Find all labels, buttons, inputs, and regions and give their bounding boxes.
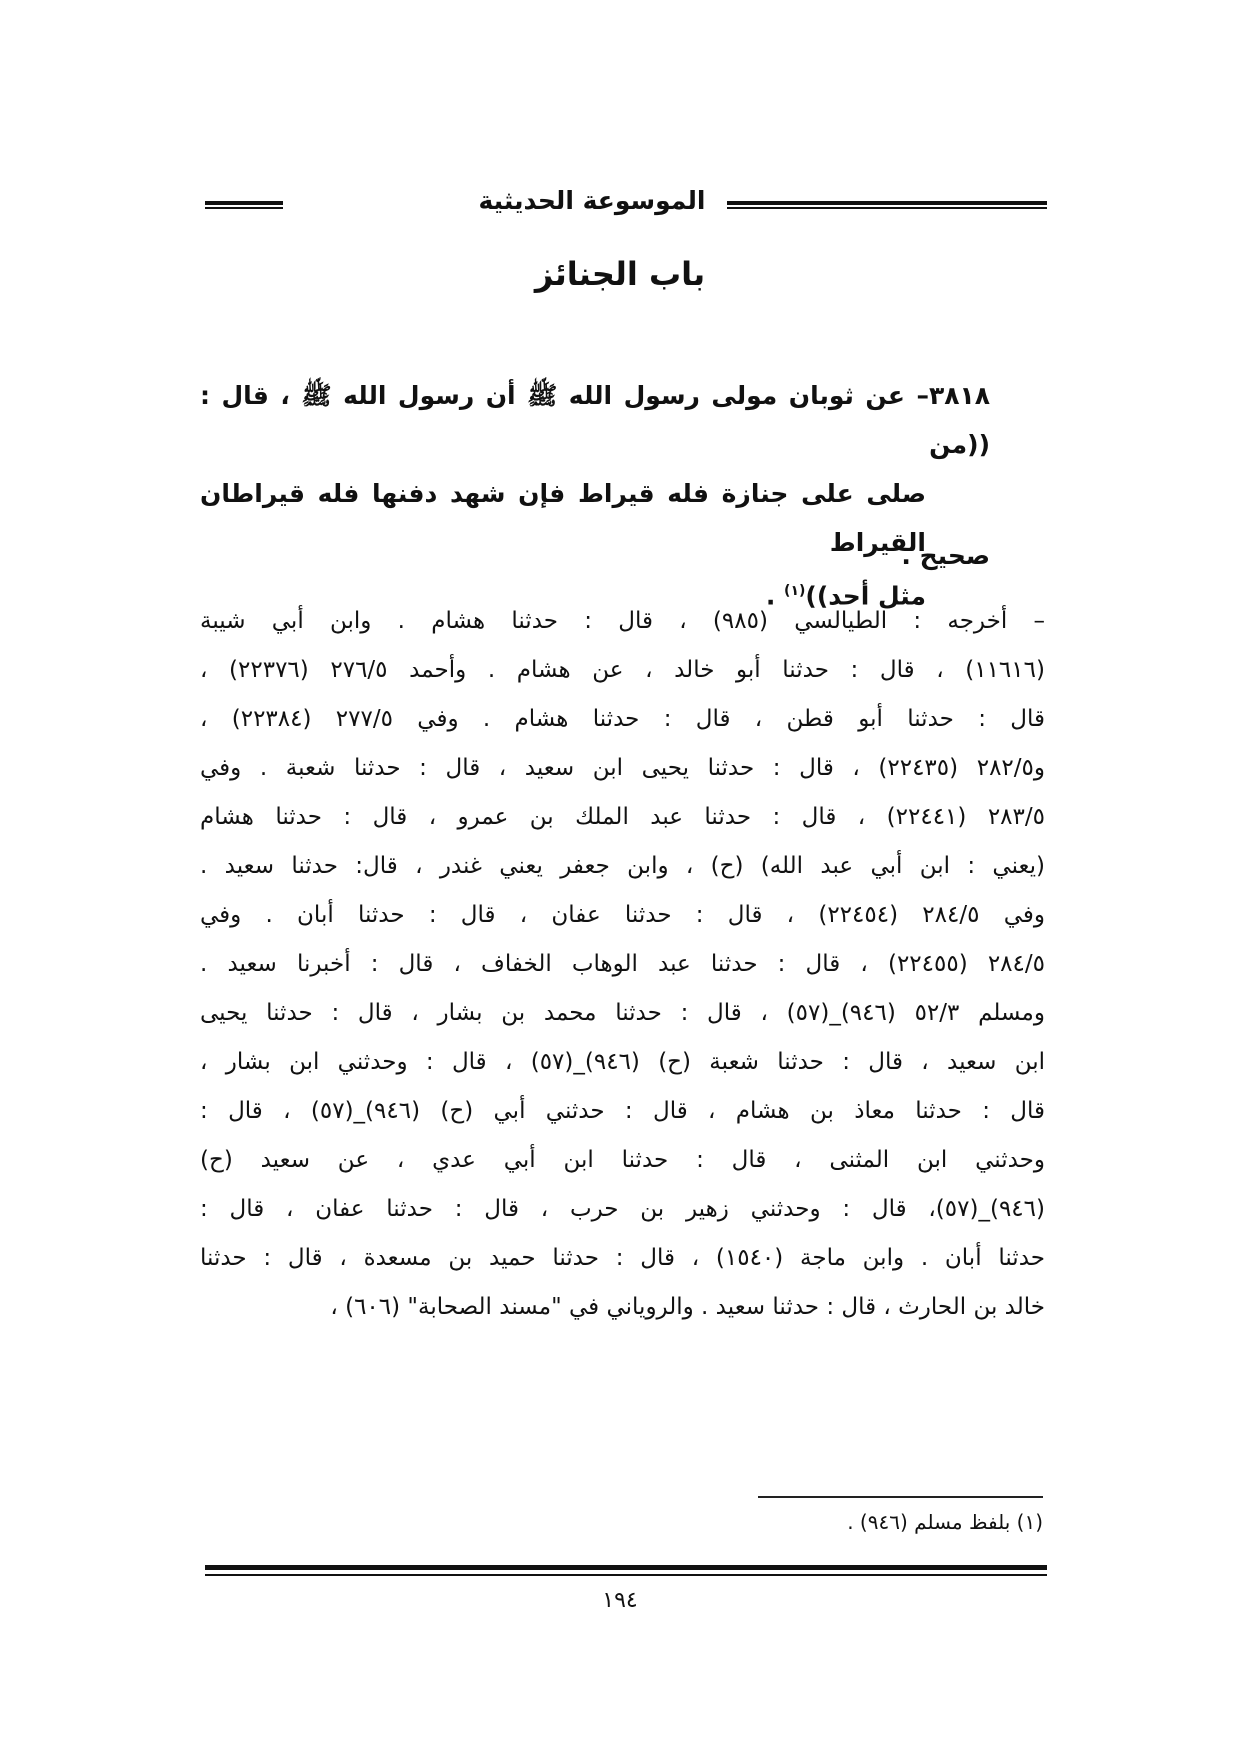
body-line: (١١٦١٦) ، قال : حدثنا أبو خالد ، عن هشام . وأحمد ٢٧٦/٥ (٢٢٣٧٦) ، (200, 657, 1045, 683)
hadith-line-3-end: . (765, 581, 785, 611)
body-line: حدثنا أبان . وابن ماجة (١٥٤٠) ، قال : حدثنا حميد بن مسعدة ، قال : حدثنا (200, 1245, 1045, 1271)
footer-rule-thin (205, 1574, 1047, 1576)
body-line: ابن سعيد ، قال : حدثنا شعبة (ح) (٩٤٦)_(٥٧) ، قال : وحدثني ابن بشار ، (200, 1049, 1045, 1075)
footnote-reference: (١) (784, 583, 806, 599)
footnote-separator (758, 1496, 1043, 1498)
body-line: – أخرجه : الطيالسي (٩٨٥) ، قال : حدثنا هشام . وابن أبي شيبة (200, 608, 1045, 634)
running-header (205, 186, 1047, 220)
body-line: خالد بن الحارث ، قال : حدثنا سعيد . والروياني في "مسند الصحابة" (٦٠٦) ، (330, 1294, 1045, 1320)
body-line: قال : حدثنا أبو قطن ، قال : حدثنا هشام . وفي ٢٧٧/٥ (٢٢٣٨٤) ، (200, 706, 1045, 732)
chapter-title: باب الجنائز (534, 255, 706, 293)
body-line: (٩٤٦)_(٥٧)، قال : وحدثني زهير بن حرب ، قال : حدثنا عفان ، قال : (200, 1196, 1045, 1222)
header-title: الموسوعة الحديثية (478, 186, 706, 215)
footer-rule-thick (205, 1565, 1047, 1570)
body-line: (يعني : ابن أبي عبد الله) (ح) ، وابن جعفر يعني غندر ، قال: حدثنا سعيد . (200, 853, 1045, 879)
hadith-line-3-text: مثل أحد)) (805, 581, 926, 611)
hadith-line-1: ٣٨١٨– عن ثوبان مولى رسول الله ﷺ أن رسول الله ﷺ ، قال : ((من (200, 381, 990, 459)
takhrij-text (200, 597, 1045, 1332)
footnote: (١) بلفظ مسلم (٩٤٦) . (847, 1510, 1043, 1534)
body-line: وفي ٢٨٤/٥ (٢٢٤٥٤) ، قال : حدثنا عفان ، قال : حدثنا أبان . وفي (200, 902, 1045, 928)
body-line: و٢٨٢/٥ (٢٢٤٣٥) ، قال : حدثنا يحيى ابن سعيد ، قال : حدثنا شعبة . وفي (200, 755, 1045, 781)
page-number: ١٩٤ (602, 1588, 638, 1613)
hadith-grade: صحيح . (901, 541, 990, 570)
header-rule-right (727, 201, 1047, 209)
hadith-text (200, 371, 990, 620)
hadith-line-2: صلى على جنازة فله قيراط فإن شهد دفنها فله قيراطان القيراط (200, 479, 926, 557)
body-line: ومسلم ٥٢/٣ (٩٤٦)_(٥٧) ، قال : حدثنا محمد بن بشار ، قال : حدثنا يحيى (200, 1000, 1045, 1026)
body-line: وحدثني ابن المثنى ، قال : حدثنا ابن أبي عدي ، عن سعيد (ح) (200, 1147, 1045, 1173)
body-line: قال : حدثنا معاذ بن هشام ، قال : حدثني أبي (ح) (٩٤٦)_(٥٧) ، قال : (200, 1098, 1045, 1124)
header-rule-left (205, 201, 283, 209)
body-line: ٢٨٤/٥ (٢٢٤٥٥) ، قال : حدثنا عبد الوهاب الخفاف ، قال : أخبرنا سعيد . (200, 951, 1045, 977)
body-line: ٢٨٣/٥ (٢٢٤٤١) ، قال : حدثنا عبد الملك بن عمرو ، قال : حدثنا هشام (200, 804, 1045, 830)
